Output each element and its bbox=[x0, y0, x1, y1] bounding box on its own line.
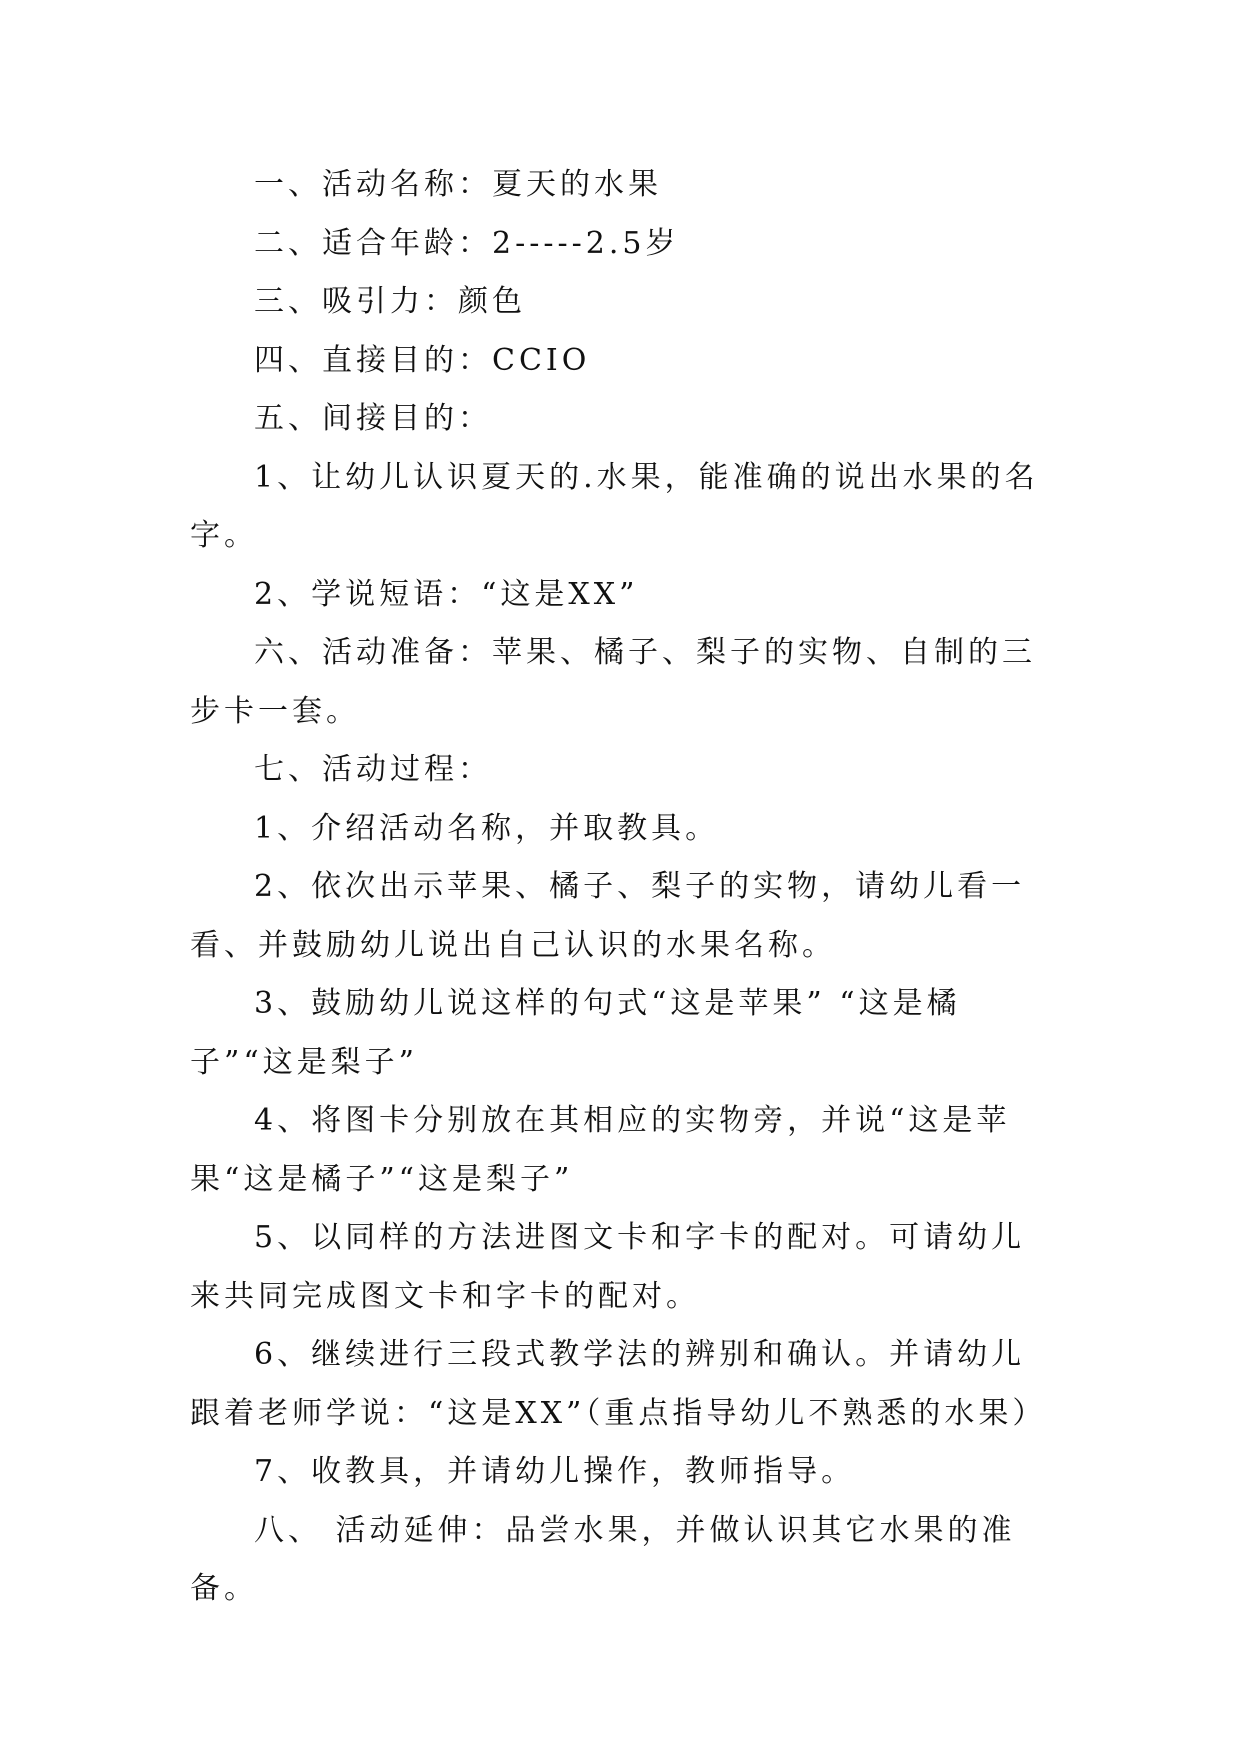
attraction-line: 三、吸引力：颜色 bbox=[254, 284, 526, 319]
indirect-goal-heading: 五、间接目的： bbox=[254, 401, 492, 436]
process-heading: 七、活动过程： bbox=[254, 752, 492, 787]
process-step: 5、以同样的方法进图文卡和字卡的配对。可请幼儿来共同完成图文卡和字卡的配对。 bbox=[190, 1220, 1026, 1314]
process-step: 2、依次出示苹果、橘子、梨子的实物，请幼儿看一看、并鼓励幼儿说出自己认识的水果名称。 bbox=[190, 869, 1026, 963]
preparation-line: 六、活动准备：苹果、橘子、梨子的实物、自制的三步卡一套。 bbox=[190, 635, 1036, 729]
process-step: 4、将图卡分别放在其相应的实物旁，并说“这是苹果“这是橘子”“这是梨子” bbox=[190, 1103, 1011, 1197]
process-step: 1、介绍活动名称，并取教具。 bbox=[254, 810, 720, 846]
age-range-line: 二、适合年龄：2-----2.5岁 bbox=[254, 225, 680, 261]
activity-name-line: 一、活动名称：夏天的水果 bbox=[254, 167, 662, 202]
process-step: 3、鼓励幼儿说这样的句式“这是苹果” “这是橘子”“这是梨子” bbox=[190, 986, 961, 1080]
extension-line: 八、 活动延伸：品尝水果，并做认识其它水果的准备。 bbox=[190, 1512, 1016, 1606]
indirect-goal-item: 2、学说短语：“这是XX” bbox=[254, 576, 639, 612]
document-body bbox=[190, 156, 1050, 1619]
process-step: 6、继续进行三段式教学法的辨别和确认。并请幼儿跟着老师学说：“这是XX”（重点指导幼儿不熟悉的水果） bbox=[190, 1337, 1047, 1431]
process-step: 7、收教具，并请幼儿操作，教师指导。 bbox=[254, 1454, 856, 1489]
indirect-goal-item: 1、让幼儿认识夏天的.水果，能准确的说出水果的名字。 bbox=[190, 459, 1039, 553]
direct-goal-line: 四、直接目的：CCIO bbox=[254, 342, 591, 378]
